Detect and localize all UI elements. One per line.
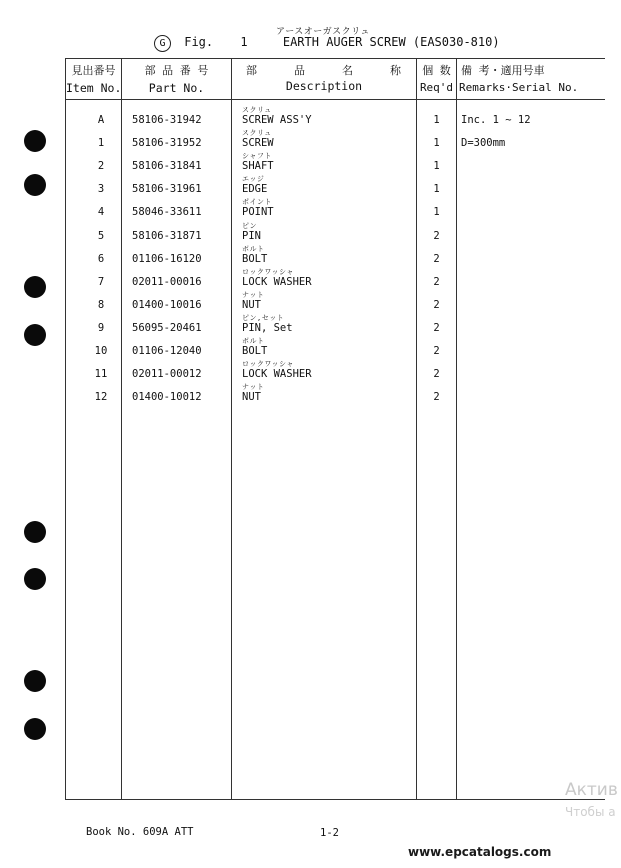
quantity: 2 <box>433 299 440 311</box>
description: POINT <box>242 206 274 218</box>
table-row <box>0 105 621 127</box>
remarks: D=300mm <box>461 137 506 149</box>
item-number: 2 <box>97 160 105 172</box>
description-kana: ロックワッシャ <box>242 360 294 368</box>
table-row <box>0 313 621 335</box>
table-row <box>0 359 621 381</box>
group-circle-mark: G <box>154 35 171 52</box>
part-number: 02011-00016 <box>132 276 202 288</box>
description: BOLT <box>242 345 268 357</box>
table-row <box>0 290 621 312</box>
col-header-item <box>66 62 121 95</box>
part-number: 58106-31871 <box>132 230 202 242</box>
table-row <box>0 244 621 266</box>
description: SHAFT <box>242 160 274 172</box>
col-header-item-jp: 見出番号 <box>71 64 116 77</box>
quantity: 2 <box>433 322 440 334</box>
col-header-item-en: Item No. <box>66 81 122 95</box>
part-number: 02011-00012 <box>132 368 202 380</box>
table-row <box>0 267 621 289</box>
item-number: 5 <box>97 230 105 242</box>
fig-label: Fig. <box>184 35 214 49</box>
col-header-description <box>232 62 416 93</box>
part-number: 58106-31841 <box>132 160 202 172</box>
col-header-qty-jp: 個 数 <box>422 64 451 77</box>
item-number: 7 <box>97 276 105 288</box>
item-number: 1 <box>97 137 105 149</box>
remarks: Inc. 1 ~ 12 <box>461 114 531 126</box>
description: BOLT <box>242 253 268 265</box>
description: LOCK WASHER <box>242 276 312 288</box>
part-number: 58106-31952 <box>132 137 202 149</box>
description: NUT <box>242 391 261 403</box>
description: NUT <box>242 299 261 311</box>
part-number: 56095-20461 <box>132 322 202 334</box>
item-number: 9 <box>97 322 105 334</box>
binder-hole <box>24 670 46 692</box>
page-number: 1-2 <box>320 827 339 839</box>
quantity: 1 <box>433 137 440 149</box>
col-header-part <box>122 62 231 95</box>
table-row <box>0 382 621 404</box>
item-number: A <box>97 114 105 126</box>
description-kana: スクリュ <box>242 129 272 137</box>
part-number: 58106-31961 <box>132 183 202 195</box>
description-kana: ボルト <box>242 245 265 253</box>
part-number: 58046-33611 <box>132 206 202 218</box>
description-kana: ポイント <box>242 198 272 206</box>
binder-hole <box>24 718 46 740</box>
col-header-part-jp: 部 品 番 号 <box>144 64 209 77</box>
col-header-description-en: Description <box>285 79 363 93</box>
book-number: Book No. 609A ATT <box>86 826 194 838</box>
quantity: 1 <box>433 206 440 218</box>
item-number: 12 <box>94 391 108 403</box>
table-top-rule <box>65 58 605 59</box>
col-header-remarks <box>459 62 609 94</box>
table-row <box>0 151 621 173</box>
table-row <box>0 197 621 219</box>
page-title: EARTH AUGER SCREW (EAS030-810) <box>282 35 500 49</box>
watermark-line2: Чтобы а <box>565 805 616 819</box>
table-row <box>0 221 621 243</box>
binder-hole <box>24 568 46 590</box>
description: PIN <box>242 230 261 242</box>
title-kana: アースオーガスクリュ <box>276 27 370 37</box>
col-header-remarks-jp: 備 考・適用号車 <box>461 64 545 77</box>
table-row <box>0 128 621 150</box>
col-header-qty <box>417 62 456 94</box>
part-number: 01400-10012 <box>132 391 202 403</box>
quantity: 2 <box>433 345 440 357</box>
quantity: 2 <box>433 391 440 403</box>
table-row <box>0 174 621 196</box>
item-number: 4 <box>97 206 105 218</box>
quantity: 2 <box>433 276 440 288</box>
part-number: 01106-12040 <box>132 345 202 357</box>
description: SCREW ASS'Y <box>242 114 312 126</box>
col-header-remarks-en: Remarks·Serial No. <box>459 81 579 94</box>
quantity: 2 <box>433 253 440 265</box>
description: SCREW <box>242 137 274 149</box>
fig-number: 1 <box>240 35 248 49</box>
watermark-line1: Актив <box>565 780 618 800</box>
part-number: 01400-10016 <box>132 299 202 311</box>
quantity: 1 <box>433 183 440 195</box>
quantity: 2 <box>433 230 440 242</box>
part-number: 01106-16120 <box>132 253 202 265</box>
item-number: 3 <box>97 183 105 195</box>
col-header-qty-en: Req'd <box>419 81 454 94</box>
quantity: 1 <box>433 160 440 172</box>
description-kana: シャフト <box>242 152 272 160</box>
item-number: 11 <box>94 368 108 380</box>
description: EDGE <box>242 183 268 195</box>
description-kana: スクリュ <box>242 106 272 114</box>
col-header-part-en: Part No. <box>148 81 205 95</box>
figure-title <box>154 35 500 52</box>
quantity: 1 <box>433 114 440 126</box>
part-number: 58106-31942 <box>132 114 202 126</box>
table-row <box>0 336 621 358</box>
description: LOCK WASHER <box>242 368 312 380</box>
col-header-description-jp: 部 品 名 称 <box>246 64 401 77</box>
description-kana: ボルト <box>242 337 265 345</box>
description-kana: ピン <box>242 222 257 230</box>
item-number: 8 <box>97 299 105 311</box>
item-number: 6 <box>97 253 105 265</box>
description-kana: ロックワッシャ <box>242 268 294 276</box>
quantity: 2 <box>433 368 440 380</box>
binder-hole <box>24 521 46 543</box>
table-bottom-rule <box>65 799 605 800</box>
description-kana: ピン,セット <box>242 314 285 322</box>
description-kana: ナット <box>242 291 265 299</box>
item-number: 10 <box>94 345 108 357</box>
description-kana: エッジ <box>242 175 265 183</box>
description-kana: ナット <box>242 383 265 391</box>
description: PIN, Set <box>242 322 293 334</box>
site-link[interactable]: www.epcatalogs.com <box>408 845 552 859</box>
table-header-rule <box>65 99 605 100</box>
